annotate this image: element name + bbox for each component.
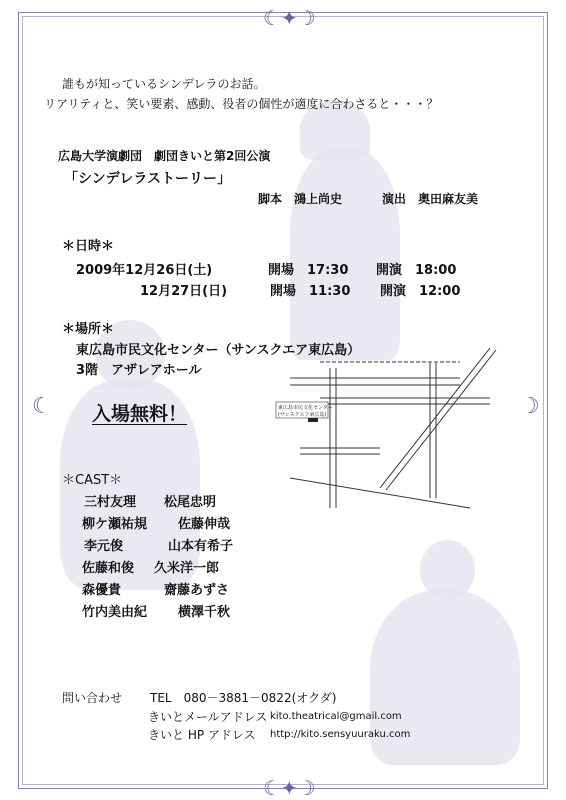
- script-credit: 脚本 鴻上尚史: [258, 192, 343, 206]
- cast-member: 柳ケ瀬祐規: [82, 517, 148, 532]
- contact-mail-label: きいとメールアドレス: [148, 710, 268, 724]
- date-row-2-start: 開演 12:00: [380, 284, 461, 299]
- map-venue-sublabel: (サンスクエア東広島): [278, 412, 327, 418]
- contact-tel: TEL 080－3881－0822(オクダ): [150, 691, 337, 705]
- cast-member: 松尾忠明: [164, 495, 217, 510]
- venue-map: [260, 338, 505, 516]
- cast-member: 森優貴: [82, 583, 122, 598]
- date-row-1-open: 開場 17:30: [268, 263, 349, 278]
- crescent-ornament-left-icon: ☾: [32, 394, 52, 419]
- date-row-1-start: 開演 18:00: [376, 263, 457, 278]
- director-credit: 演出 奥田麻友美: [382, 192, 479, 206]
- cast-member: 竹内美由紀: [82, 605, 148, 620]
- troupe-line: 広島大学演劇団 劇団きいと第2回公演: [58, 149, 271, 163]
- date-row-2-open: 開場 11:30: [270, 284, 351, 299]
- contact-hp-link[interactable]: http://kito.sensyuuraku.com: [270, 729, 411, 740]
- intro-line-1: 誰もが知っているシンデレラのお話。: [62, 77, 266, 91]
- intro-line-2: リアリティと、笑い要素、感動、役者の個性が適度に合わさると・・・？: [44, 97, 439, 111]
- cast-member: 横澤千秋: [178, 605, 231, 620]
- map-road-lower: [300, 448, 380, 454]
- datetime-heading: ＊日時＊: [62, 239, 115, 254]
- map-venue-label: 東広島市民文化センター: [278, 405, 333, 411]
- contact-mail-link[interactable]: kito.theatrical@gmail.com: [270, 711, 402, 722]
- venue-hall: 3階 アザレアホール: [76, 363, 202, 378]
- crescent-ornament-top-icon: ☾✦☽: [263, 6, 316, 30]
- cast-member: 齋藤あずさ: [164, 583, 230, 598]
- date-row-2-date: 12月27日(日): [140, 284, 228, 299]
- play-title: 「シンデレラストーリー」: [64, 171, 231, 187]
- date-row-1-date: 2009年12月26日(土): [76, 263, 213, 278]
- venue-heading: ＊場所＊: [62, 322, 115, 337]
- silhouette-prince-body: [290, 150, 400, 360]
- map-road-upper: [290, 378, 460, 385]
- contact-hp-label: きいと HP アドレス: [148, 728, 256, 742]
- cast-member: 三村友理: [84, 495, 137, 510]
- crescent-ornament-right-icon: ☽: [520, 394, 540, 419]
- cast-member: 佐藤伸哉: [178, 517, 231, 532]
- cast-member: 山本有希子: [168, 539, 234, 554]
- cast-member: 李元俊: [84, 539, 124, 554]
- cast-heading: ＊CAST＊: [62, 473, 123, 488]
- cast-member: 久米洋一郎: [154, 561, 220, 576]
- contact-label: 問い合わせ: [62, 691, 123, 705]
- venue-name: 東広島市民文化センター（サンスクエア東広島）: [76, 343, 361, 358]
- map-road-diagonal: [380, 348, 496, 490]
- map-road-bottom: [290, 478, 470, 508]
- cast-member: 佐藤和俊: [82, 561, 135, 576]
- admission-free: 入場無料！: [92, 403, 188, 425]
- crescent-ornament-bottom-icon: ☾✦☽: [263, 776, 316, 800]
- map-road-vertical-left: [330, 368, 336, 508]
- map-road-second: [320, 398, 490, 404]
- venue-map-svg: [260, 338, 505, 516]
